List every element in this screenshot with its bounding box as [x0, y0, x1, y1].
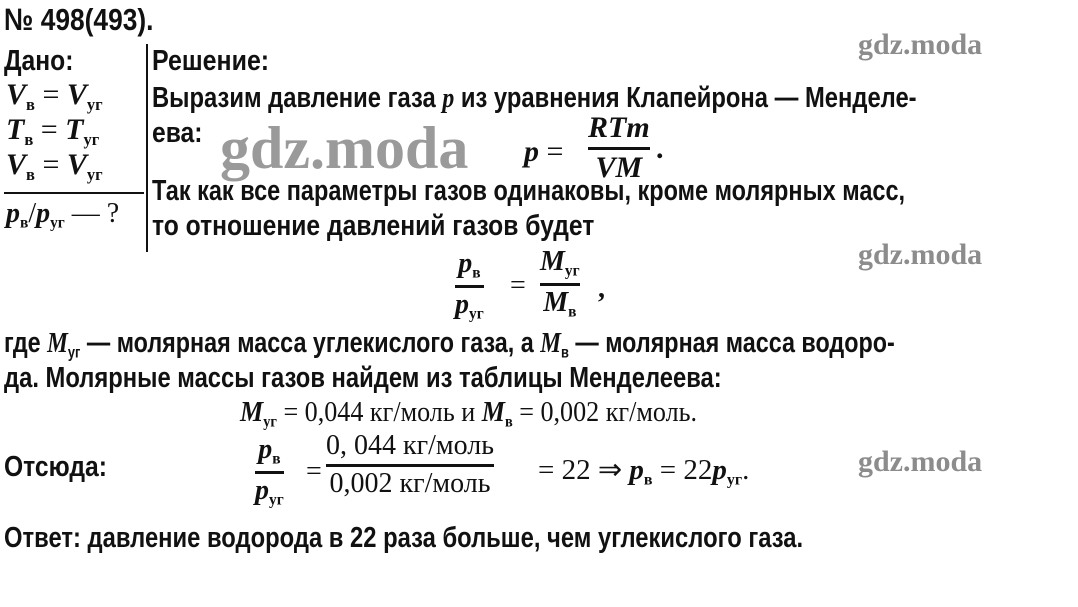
sub-v: в [272, 450, 281, 468]
var-v: V [66, 148, 87, 181]
answer-line [4, 524, 979, 553]
given-line-temperature [6, 115, 99, 148]
final-left-fraction [255, 436, 284, 508]
molar-mass-co2: = 0,044 кг/моль и [283, 396, 476, 428]
line4-text: то отношение давлений газов будет [152, 210, 595, 242]
final-eq-1: = [306, 456, 322, 487]
final-units-fraction [326, 432, 494, 498]
var-v: V [6, 78, 27, 111]
final-dot: . [742, 454, 750, 486]
var-p: p [36, 198, 51, 229]
sub-v: в [472, 264, 481, 282]
formula-denominator: VM [595, 151, 643, 184]
var-p: p [255, 474, 269, 506]
var-t: T [6, 113, 25, 146]
ratio-left-fraction [455, 250, 484, 322]
sub-v: в [24, 129, 34, 149]
sub-ug: уг [269, 491, 284, 509]
problem-number-text: № 498(493). [4, 2, 154, 37]
given-find [6, 200, 119, 231]
sub-ug: уг [469, 305, 484, 323]
sub-ug: уг [83, 129, 100, 149]
fraction-bar [326, 464, 494, 467]
line5-where: где [4, 327, 41, 359]
result-22: = 22 [659, 454, 713, 486]
result-22-implies: = 22 ⇒ [538, 454, 623, 486]
fraction-bar [540, 283, 580, 286]
ratio-comma: , [598, 273, 605, 304]
eq-sign: = [546, 135, 564, 168]
formula-numerator: RTm [588, 111, 650, 144]
answer-text: Ответ: давление водорода в 22 раза больше, чем углекислого газа. [4, 522, 804, 554]
watermark-top-right: gdz.moda [858, 28, 983, 61]
fraction-bar [588, 147, 650, 150]
molar-mass-values [240, 398, 748, 431]
line2-text: ева: [152, 117, 203, 149]
problem-number [4, 4, 180, 35]
fraction-bar [255, 471, 284, 474]
sub-v: в [568, 303, 577, 321]
sub-ug: уг [86, 164, 103, 184]
watermark-center: gdz.moda [220, 115, 469, 181]
line3-text: Так как все параметры газов одинаковы, кроме молярных масс, [152, 175, 906, 207]
var-m: M [481, 396, 505, 428]
sub-ug: уг [726, 471, 743, 489]
var-m: M [540, 327, 561, 359]
line1-rest: из уравнения Клапейрона — Менделе- [460, 82, 917, 114]
watermark-bottom-right: gdz.moda [858, 445, 983, 478]
var-t: T [65, 113, 84, 146]
solution-label-text: Решение: [152, 45, 270, 77]
line5-text-c: — молярная масса водоро- [575, 327, 895, 359]
solution-line-1 [152, 84, 1078, 113]
given-divider-horizontal [4, 192, 144, 194]
formula-pressure-p [524, 137, 563, 167]
var-v: V [66, 78, 87, 111]
var-p: p [258, 434, 273, 465]
sub-v: в [560, 344, 569, 362]
formula-pressure-fraction [588, 113, 650, 183]
find-question: — ? [71, 198, 120, 229]
fraction-bar [455, 285, 484, 288]
sub-v: в [26, 94, 35, 114]
sub-v: в [643, 471, 653, 489]
var-v: V [6, 148, 27, 181]
var-p: p [455, 288, 469, 320]
solution-line-3 [152, 177, 1078, 206]
sub-v: в [20, 214, 29, 232]
eq-sign: = [40, 113, 58, 146]
units-numerator: 0, 044 кг/моль [326, 430, 494, 461]
units-denominator: 0,002 кг/моль [329, 468, 491, 499]
hence-label-text: Отсюда: [4, 451, 107, 483]
var-m: M [540, 246, 565, 277]
ratio-right-fraction [540, 248, 580, 320]
given-divider-vertical [146, 44, 148, 252]
solution-label [152, 47, 288, 76]
hence-label [4, 453, 125, 482]
sub-ug: уг [67, 344, 81, 362]
solution-line-5 [4, 329, 1078, 362]
var-p: p [6, 198, 20, 229]
eq-sign: = [42, 78, 60, 111]
given-label-text: Дано: [4, 45, 74, 77]
var-p: p [458, 248, 473, 279]
watermark-mid-right: gdz.moda [858, 238, 983, 271]
sub-ug: уг [263, 413, 277, 431]
line1-text: Выразим давление газа [152, 82, 436, 114]
given-line-volume-2 [6, 150, 103, 183]
line5-text-b: — молярная масса углекислого газа, а [86, 327, 534, 359]
final-result [538, 456, 749, 489]
sub-ug: уг [564, 262, 580, 280]
sub-v: в [26, 164, 35, 184]
solution-line-4 [152, 212, 672, 241]
var-m: M [47, 327, 68, 359]
eq-sign: = [42, 148, 60, 181]
sub-ug: уг [50, 214, 65, 232]
solution-line-6 [4, 364, 879, 393]
ratio-eq: = [510, 270, 526, 301]
formula-dot: . [656, 132, 664, 165]
given-line-volume [6, 80, 103, 113]
sub-ug: уг [86, 94, 103, 114]
var-p: p [629, 454, 644, 486]
slash: / [28, 198, 37, 229]
var-m: M [240, 396, 264, 428]
solution-line-2 [152, 119, 211, 148]
molar-mass-h2: = 0,002 кг/моль. [519, 396, 698, 428]
line6-text: да. Молярные массы газов найдем из таблицы Менделеева: [4, 362, 722, 394]
var-p: p [524, 135, 539, 168]
given-label [4, 47, 86, 76]
var-p: p [712, 454, 727, 486]
var-m: M [543, 286, 569, 318]
var-p: p [442, 82, 455, 114]
sub-v: в [504, 413, 513, 431]
